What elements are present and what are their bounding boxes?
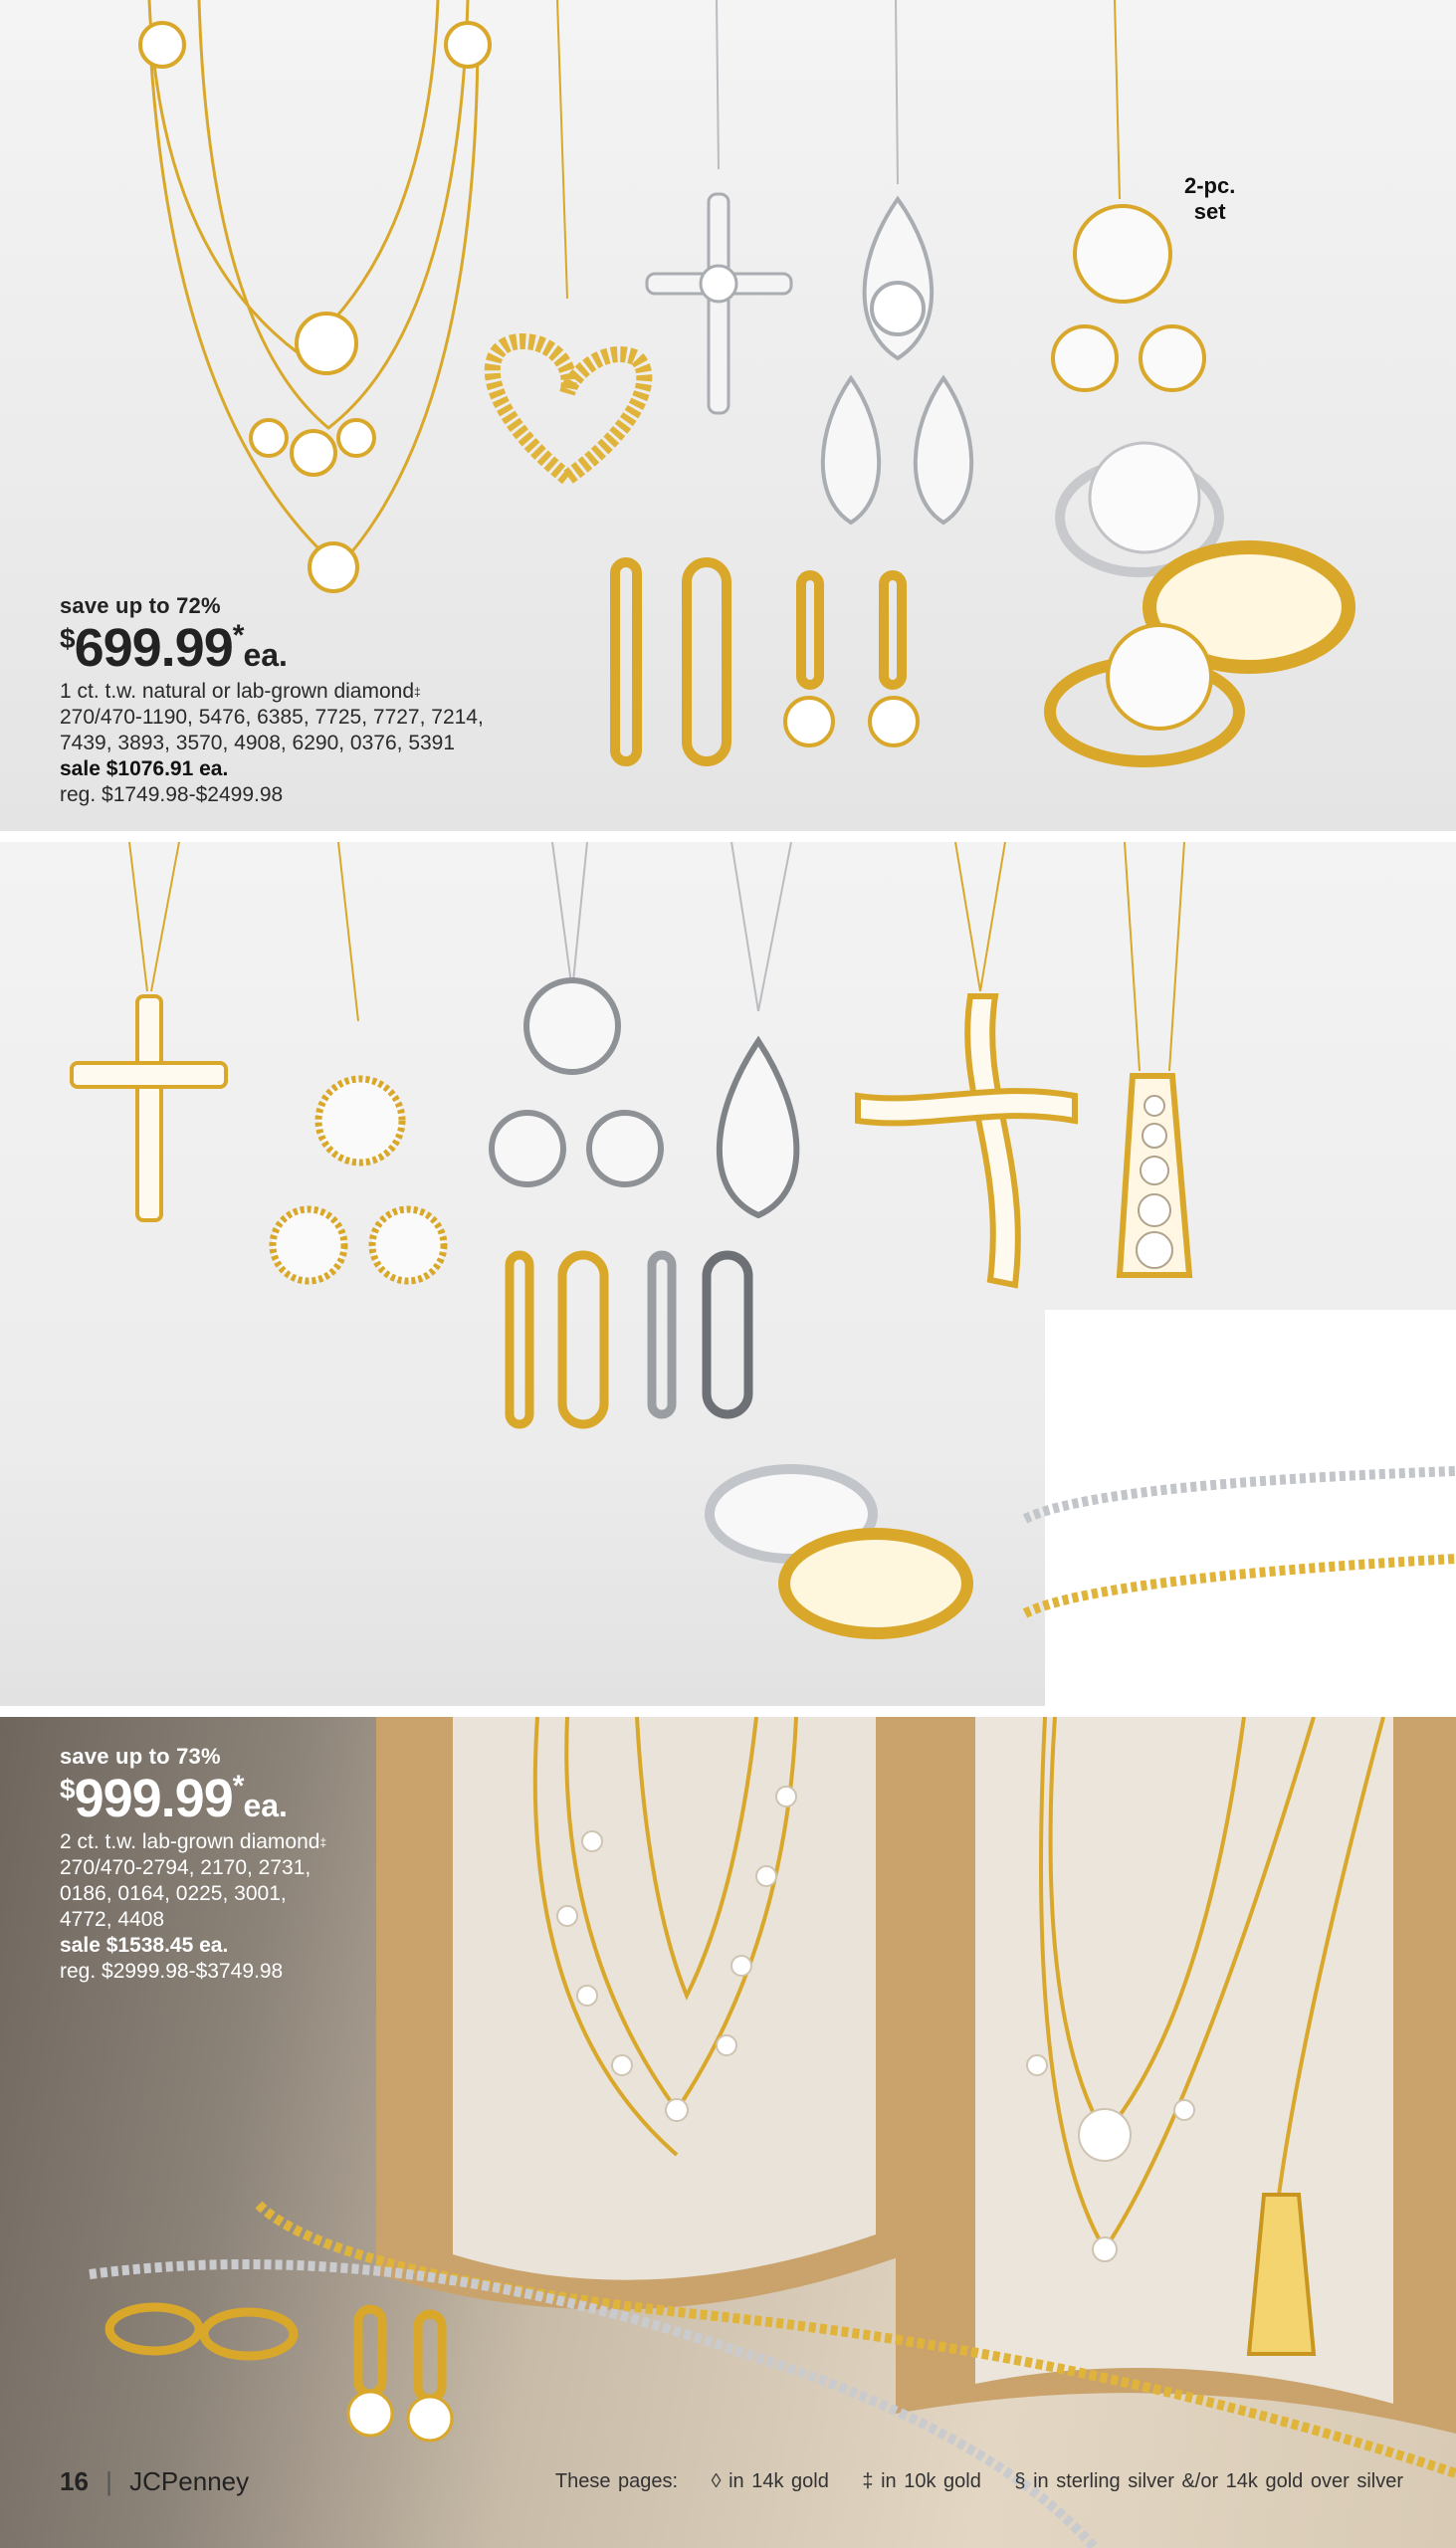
legend-sterling-silver: § in sterling silver &/or 14k gold over silver [1014, 2470, 1403, 2492]
gold-halo-set-image [273, 842, 444, 1281]
item-numbers: 270/470-2794, 2170, 2731, [60, 1856, 312, 1879]
hoop-earrings-image [615, 562, 902, 761]
set-label-line1: 2-pc. [1184, 173, 1236, 198]
hoop-earrings-row-image [510, 1255, 748, 1424]
cluster-pendant-set-image [1053, 0, 1204, 390]
legend-intro: These pages: [554, 2470, 679, 2492]
sale-price: sale $1076.91 ea. [60, 757, 229, 780]
price [60, 1769, 326, 1828]
price-block-1 [60, 593, 484, 808]
set-label-line2: set [1193, 199, 1226, 224]
description-line: 2 ct. t.w. lab-grown diamond [60, 1830, 320, 1853]
price-amount: 999.99 [74, 1769, 233, 1828]
ring-pair-image [710, 1469, 967, 1633]
description-line: 1 ct. t.w. natural or lab-grown diamond [60, 680, 415, 703]
offer-panel-1 [0, 0, 1456, 831]
page-number-brand [60, 2466, 249, 2497]
footnote-mark: ‡ [414, 685, 421, 699]
offer-panel-3 [0, 1717, 1456, 2548]
jewelry-photo-2 [0, 842, 1456, 1706]
set-label [1184, 173, 1235, 225]
save-percent: save up to 72% [60, 593, 221, 618]
heart-pendant-image [493, 0, 645, 478]
brand-name: JCPenney [129, 2466, 250, 2496]
price [60, 618, 484, 678]
item-numbers: 7439, 3893, 3570, 4908, 6290, 0376, 5391 [60, 732, 456, 754]
journey-pendant-image [1120, 842, 1189, 1275]
silver-cross-pendant-image [647, 0, 791, 413]
offer-panel-2 [0, 842, 1456, 1706]
price-dollar-sign: $ [60, 623, 75, 654]
price-block-3 [60, 1744, 326, 1985]
legend-14k-gold: ◊ in 14k gold [711, 2470, 829, 2492]
save-percent: save up to 73% [60, 1744, 221, 1769]
price-unit: ea. [243, 1788, 288, 1823]
page-number: 16 [60, 2466, 89, 2496]
silver-halo-set-image [492, 842, 661, 1184]
item-numbers: 4772, 4408 [60, 1908, 165, 1931]
sale-price: sale $1538.45 ea. [60, 1934, 229, 1957]
silver-pear-pendant-image [720, 842, 796, 1215]
separator: | [105, 2466, 112, 2496]
price-dollar-sign: $ [60, 1774, 75, 1805]
page-footer [60, 2466, 1403, 2496]
description [60, 1829, 326, 1985]
legend-10k-gold: ‡ in 10k gold [862, 2470, 981, 2492]
item-numbers: 0186, 0164, 0225, 3001, [60, 1882, 287, 1905]
huggie-earrings-image [109, 2307, 442, 2399]
description [60, 679, 484, 808]
price-asterisk: * [232, 619, 244, 652]
tennis-bracelets-image [1025, 1471, 1456, 1613]
footnote-mark: ‡ [319, 1835, 327, 1849]
pear-pendant-earrings-image [823, 0, 971, 523]
layered-necklace-image [149, 0, 478, 567]
diamond-rings-image [1050, 443, 1349, 761]
regular-price: reg. $1749.98-$2499.98 [60, 783, 284, 806]
regular-price: reg. $2999.98-$3749.98 [60, 1960, 284, 1983]
price-amount: 699.99 [74, 618, 233, 678]
item-numbers: 270/470-1190, 5476, 6385, 7725, 7727, 7214, [60, 706, 484, 729]
price-unit: ea. [243, 637, 288, 673]
gold-cross-pendant-image [72, 842, 226, 1220]
metal-legend [555, 2470, 1403, 2493]
baguette-cross-pendant-image [858, 842, 1075, 1285]
price-asterisk: * [232, 1770, 244, 1803]
